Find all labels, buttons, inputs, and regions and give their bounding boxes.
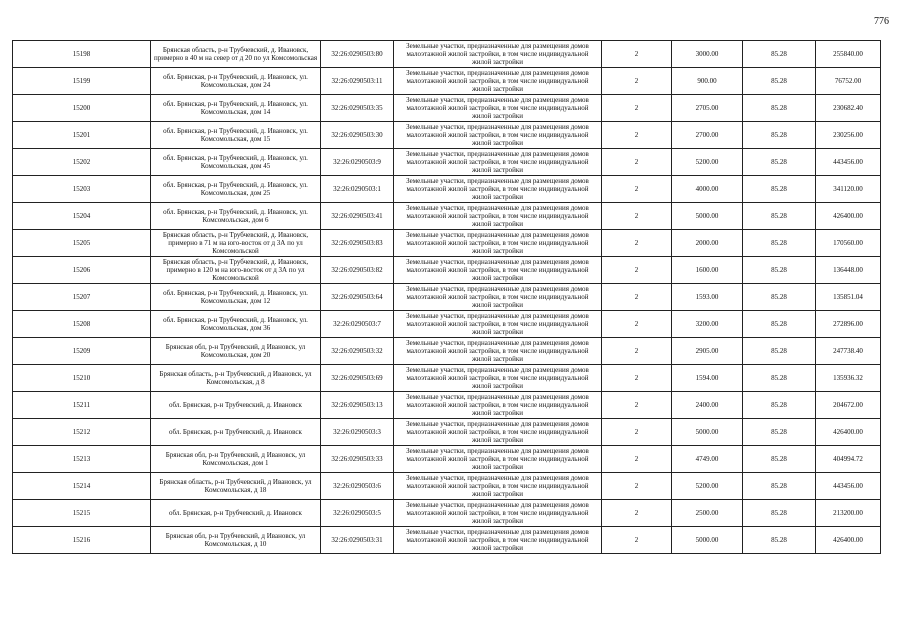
- row-number-cell: 15215: [13, 500, 151, 527]
- address-cell: обл. Брянская, р-н Трубчевский, д. Ивановск, ул. Комсомольская, дом 25: [151, 176, 321, 203]
- land-use-cell: Земельные участки, предназначенные для размещения домов малоэтажной жилой застройки, в том числе индивидуальной жилой застройки: [394, 95, 602, 122]
- table-row: [13, 122, 881, 149]
- address-cell: обл. Брянская, р-н Трубчевский, д. Ивановск, ул. Комсомольская, дом 15: [151, 122, 321, 149]
- land-use-cell: Земельные участки, предназначенные для размещения домов малоэтажной жилой застройки, в том числе индивидуальной жилой застройки: [394, 122, 602, 149]
- category-cell: 2: [602, 392, 672, 419]
- table-row: [13, 68, 881, 95]
- land-use-cell: Земельные участки, предназначенные для размещения домов малоэтажной жилой застройки, в том числе индивидуальной жилой застройки: [394, 68, 602, 95]
- table-row: [13, 365, 881, 392]
- rate-cell: 85.28: [743, 41, 816, 68]
- rate-cell: 85.28: [743, 257, 816, 284]
- table-row: [13, 500, 881, 527]
- cadastral-number-cell: 32:26:0290503:13: [321, 392, 394, 419]
- row-number-cell: 15214: [13, 473, 151, 500]
- cadastral-value-cell: 230256.00: [816, 122, 881, 149]
- area-cell: 2905.00: [672, 338, 743, 365]
- rate-cell: 85.28: [743, 68, 816, 95]
- cadastral-value-cell: 272896.00: [816, 311, 881, 338]
- land-use-cell: Земельные участки, предназначенные для размещения домов малоэтажной жилой застройки, в том числе индивидуальной жилой застройки: [394, 473, 602, 500]
- area-cell: 5000.00: [672, 419, 743, 446]
- cadastral-value-cell: 404994.72: [816, 446, 881, 473]
- rate-cell: 85.28: [743, 176, 816, 203]
- address-cell: Брянская область, р-н Трубчевский, д Ивановск, ул Комсомольская, д 18: [151, 473, 321, 500]
- land-use-cell: Земельные участки, предназначенные для размещения домов малоэтажной жилой застройки, в том числе индивидуальной жилой застройки: [394, 527, 602, 554]
- address-cell: обл. Брянская, р-н Трубчевский, д. Ивановск, ул. Комсомольская, дом 36: [151, 311, 321, 338]
- category-cell: 2: [602, 41, 672, 68]
- address-cell: обл. Брянская, р-н Трубчевский, д. Ивановск: [151, 392, 321, 419]
- area-cell: 4749.00: [672, 446, 743, 473]
- table-row: [13, 41, 881, 68]
- page-number: 776: [874, 16, 889, 27]
- row-number-cell: 15205: [13, 230, 151, 257]
- rate-cell: 85.28: [743, 95, 816, 122]
- land-use-cell: Земельные участки, предназначенные для размещения домов малоэтажной жилой застройки, в том числе индивидуальной жилой застройки: [394, 230, 602, 257]
- land-use-cell: Земельные участки, предназначенные для размещения домов малоэтажной жилой застройки, в том числе индивидуальной жилой застройки: [394, 176, 602, 203]
- cadastral-number-cell: 32:26:0290503:11: [321, 68, 394, 95]
- land-use-cell: Земельные участки, предназначенные для размещения домов малоэтажной жилой застройки, в том числе индивидуальной жилой застройки: [394, 338, 602, 365]
- cadastral-number-cell: 32:26:0290503:80: [321, 41, 394, 68]
- area-cell: 900.00: [672, 68, 743, 95]
- area-cell: 5000.00: [672, 203, 743, 230]
- cadastral-number-cell: 32:26:0290503:31: [321, 527, 394, 554]
- row-number-cell: 15200: [13, 95, 151, 122]
- cadastral-number-cell: 32:26:0290503:41: [321, 203, 394, 230]
- area-cell: 1593.00: [672, 284, 743, 311]
- cadastral-value-cell: 426400.00: [816, 419, 881, 446]
- land-use-cell: Земельные участки, предназначенные для размещения домов малоэтажной жилой застройки, в том числе индивидуальной жилой застройки: [394, 149, 602, 176]
- rate-cell: 85.28: [743, 311, 816, 338]
- row-number-cell: 15198: [13, 41, 151, 68]
- area-cell: 2000.00: [672, 230, 743, 257]
- category-cell: 2: [602, 176, 672, 203]
- table-row: [13, 95, 881, 122]
- rate-cell: 85.28: [743, 122, 816, 149]
- land-use-cell: Земельные участки, предназначенные для размещения домов малоэтажной жилой застройки, в том числе индивидуальной жилой застройки: [394, 446, 602, 473]
- cadastral-value-cell: 426400.00: [816, 527, 881, 554]
- land-use-cell: Земельные участки, предназначенные для размещения домов малоэтажной жилой застройки, в том числе индивидуальной жилой застройки: [394, 500, 602, 527]
- category-cell: 2: [602, 122, 672, 149]
- cadastral-number-cell: 32:26:0290503:1: [321, 176, 394, 203]
- cadastral-value-cell: 255840.00: [816, 41, 881, 68]
- table-row: [13, 338, 881, 365]
- address-cell: Брянская обл, р-н Трубчевский, д Ивановск, ул Комсомольская, дом 20: [151, 338, 321, 365]
- cadastral-value-cell: 247738.40: [816, 338, 881, 365]
- area-cell: 2700.00: [672, 122, 743, 149]
- rate-cell: 85.28: [743, 527, 816, 554]
- cadastral-number-cell: 32:26:0290503:83: [321, 230, 394, 257]
- cadastral-value-cell: 204672.00: [816, 392, 881, 419]
- address-cell: Брянская область, р-н Трубчевский, д. Ивановск, примерно в 40 м на север от д 20 по ул Комсомольская: [151, 41, 321, 68]
- row-number-cell: 15203: [13, 176, 151, 203]
- table-row: [13, 230, 881, 257]
- table-row: [13, 149, 881, 176]
- category-cell: 2: [602, 311, 672, 338]
- cadastral-number-cell: 32:26:0290503:6: [321, 473, 394, 500]
- row-number-cell: 15211: [13, 392, 151, 419]
- rate-cell: 85.28: [743, 284, 816, 311]
- land-use-cell: Земельные участки, предназначенные для размещения домов малоэтажной жилой застройки, в том числе индивидуальной жилой застройки: [394, 41, 602, 68]
- cadastral-number-cell: 32:26:0290503:32: [321, 338, 394, 365]
- land-use-cell: Земельные участки, предназначенные для размещения домов малоэтажной жилой застройки, в том числе индивидуальной жилой застройки: [394, 392, 602, 419]
- cadastral-number-cell: 32:26:0290503:69: [321, 365, 394, 392]
- table-row: [13, 527, 881, 554]
- area-cell: 3000.00: [672, 41, 743, 68]
- cadastral-value-cell: 213200.00: [816, 500, 881, 527]
- area-cell: 5200.00: [672, 149, 743, 176]
- cadastral-number-cell: 32:26:0290503:30: [321, 122, 394, 149]
- table-row: [13, 419, 881, 446]
- table-row: [13, 446, 881, 473]
- address-cell: обл. Брянская, р-н Трубчевский, д. Ивановск, ул. Комсомольская, дом 45: [151, 149, 321, 176]
- land-use-cell: Земельные участки, предназначенные для размещения домов малоэтажной жилой застройки, в том числе индивидуальной жилой застройки: [394, 257, 602, 284]
- address-cell: Брянская обл, р-н Трубчевский, д Ивановск, ул Комсомольская, д 10: [151, 527, 321, 554]
- cadastral-number-cell: 32:26:0290503:9: [321, 149, 394, 176]
- land-use-cell: Земельные участки, предназначенные для размещения домов малоэтажной жилой застройки, в том числе индивидуальной жилой застройки: [394, 419, 602, 446]
- area-cell: 4000.00: [672, 176, 743, 203]
- area-cell: 1594.00: [672, 365, 743, 392]
- address-cell: Брянская область, р-н Трубчевский, д. Ивановск, примерно в 120 м на юго-восток от д 3А по ул Комсомольской: [151, 257, 321, 284]
- cadastral-value-cell: 136448.00: [816, 257, 881, 284]
- address-cell: обл. Брянская, р-н Трубчевский, д. Ивановск: [151, 500, 321, 527]
- cadastral-value-cell: 135851.04: [816, 284, 881, 311]
- cadastral-value-cell: 341120.00: [816, 176, 881, 203]
- row-number-cell: 15204: [13, 203, 151, 230]
- table-row: [13, 392, 881, 419]
- rate-cell: 85.28: [743, 473, 816, 500]
- table-row: [13, 473, 881, 500]
- category-cell: 2: [602, 446, 672, 473]
- row-number-cell: 15199: [13, 68, 151, 95]
- address-cell: Брянская область, р-н Трубчевский, д Ивановск, ул Комсомольская, д 8: [151, 365, 321, 392]
- land-use-cell: Земельные участки, предназначенные для размещения домов малоэтажной жилой застройки, в том числе индивидуальной жилой застройки: [394, 203, 602, 230]
- row-number-cell: 15213: [13, 446, 151, 473]
- category-cell: 2: [602, 257, 672, 284]
- category-cell: 2: [602, 95, 672, 122]
- category-cell: 2: [602, 284, 672, 311]
- address-cell: обл. Брянская, р-н Трубчевский, д. Ивановск, ул. Комсомольская, дом 24: [151, 68, 321, 95]
- cadastral-value-cell: 426400.00: [816, 203, 881, 230]
- category-cell: 2: [602, 419, 672, 446]
- rate-cell: 85.28: [743, 365, 816, 392]
- category-cell: 2: [602, 203, 672, 230]
- area-cell: 3200.00: [672, 311, 743, 338]
- table-body: [13, 41, 881, 554]
- land-use-cell: Земельные участки, предназначенные для размещения домов малоэтажной жилой застройки, в том числе индивидуальной жилой застройки: [394, 284, 602, 311]
- table-row: [13, 284, 881, 311]
- row-number-cell: 15212: [13, 419, 151, 446]
- rate-cell: 85.28: [743, 203, 816, 230]
- cadastral-number-cell: 32:26:0290503:33: [321, 446, 394, 473]
- cadastral-value-cell: 230682.40: [816, 95, 881, 122]
- row-number-cell: 15206: [13, 257, 151, 284]
- rate-cell: 85.28: [743, 230, 816, 257]
- row-number-cell: 15202: [13, 149, 151, 176]
- land-use-cell: Земельные участки, предназначенные для размещения домов малоэтажной жилой застройки, в том числе индивидуальной жилой застройки: [394, 311, 602, 338]
- cadastral-number-cell: 32:26:0290503:64: [321, 284, 394, 311]
- category-cell: 2: [602, 527, 672, 554]
- category-cell: 2: [602, 365, 672, 392]
- address-cell: обл. Брянская, р-н Трубчевский, д. Ивановск, ул. Комсомольская, дом 6: [151, 203, 321, 230]
- land-use-cell: Земельные участки, предназначенные для размещения домов малоэтажной жилой застройки, в том числе индивидуальной жилой застройки: [394, 365, 602, 392]
- category-cell: 2: [602, 149, 672, 176]
- land-parcel-table: [12, 40, 881, 554]
- cadastral-value-cell: 443456.00: [816, 149, 881, 176]
- rate-cell: 85.28: [743, 392, 816, 419]
- address-cell: обл. Брянская, р-н Трубчевский, д. Ивановск, ул. Комсомольская, дом 14: [151, 95, 321, 122]
- category-cell: 2: [602, 230, 672, 257]
- cadastral-value-cell: 135936.32: [816, 365, 881, 392]
- area-cell: 2500.00: [672, 500, 743, 527]
- category-cell: 2: [602, 473, 672, 500]
- address-cell: Брянская обл, р-н Трубчевский, д Ивановск, ул Комсомольская, дом 1: [151, 446, 321, 473]
- cadastral-value-cell: 443456.00: [816, 473, 881, 500]
- category-cell: 2: [602, 500, 672, 527]
- row-number-cell: 15207: [13, 284, 151, 311]
- row-number-cell: 15209: [13, 338, 151, 365]
- area-cell: 2705.00: [672, 95, 743, 122]
- table-row: [13, 311, 881, 338]
- area-cell: 5200.00: [672, 473, 743, 500]
- table-row: [13, 176, 881, 203]
- rate-cell: 85.28: [743, 338, 816, 365]
- area-cell: 2400.00: [672, 392, 743, 419]
- cadastral-value-cell: 170560.00: [816, 230, 881, 257]
- rate-cell: 85.28: [743, 149, 816, 176]
- rate-cell: 85.28: [743, 446, 816, 473]
- category-cell: 2: [602, 68, 672, 95]
- table-row: [13, 203, 881, 230]
- cadastral-number-cell: 32:26:0290503:35: [321, 95, 394, 122]
- rate-cell: 85.28: [743, 419, 816, 446]
- area-cell: 5000.00: [672, 527, 743, 554]
- cadastral-number-cell: 32:26:0290503:5: [321, 500, 394, 527]
- address-cell: Брянская область, р-н Трубчевский, д. Ивановск, примерно в 71 м на юго-восток от д 3А по ул Комсомольской: [151, 230, 321, 257]
- cadastral-number-cell: 32:26:0290503:82: [321, 257, 394, 284]
- table-row: [13, 257, 881, 284]
- row-number-cell: 15210: [13, 365, 151, 392]
- row-number-cell: 15208: [13, 311, 151, 338]
- address-cell: обл. Брянская, р-н Трубчевский, д. Ивановск, ул. Комсомольская, дом 12: [151, 284, 321, 311]
- row-number-cell: 15216: [13, 527, 151, 554]
- cadastral-number-cell: 32:26:0290503:7: [321, 311, 394, 338]
- cadastral-number-cell: 32:26:0290503:3: [321, 419, 394, 446]
- category-cell: 2: [602, 338, 672, 365]
- cadastral-value-cell: 76752.00: [816, 68, 881, 95]
- row-number-cell: 15201: [13, 122, 151, 149]
- area-cell: 1600.00: [672, 257, 743, 284]
- rate-cell: 85.28: [743, 500, 816, 527]
- address-cell: обл. Брянская, р-н Трубчевский, д. Ивановск: [151, 419, 321, 446]
